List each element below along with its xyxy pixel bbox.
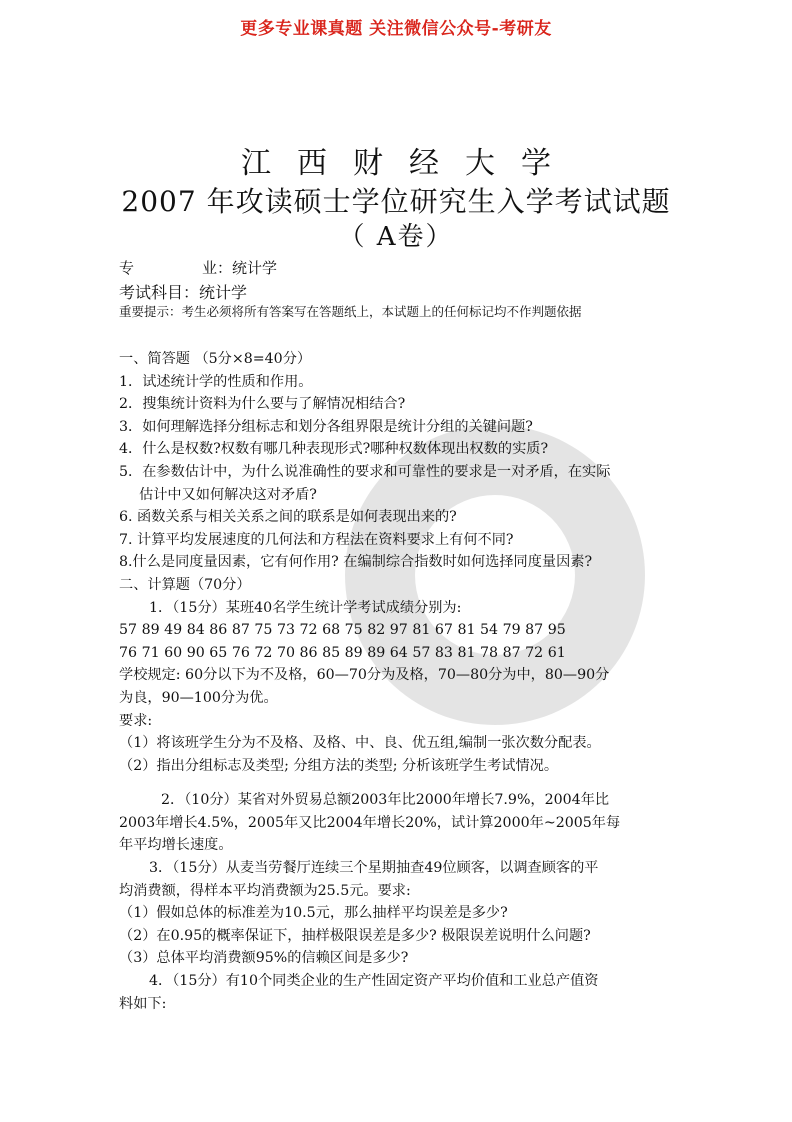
question-7: 7. 计算平均发展速度的几何法和方程法在资料要求上有何不同? (119, 531, 514, 548)
paper-label: （ A卷） (338, 222, 454, 252)
major-value: 统计学 (232, 259, 278, 277)
notice-line: 重要提示：考生必须将所有答案写在答题纸上，本试题上的任何标记均不作判题依据 (119, 304, 582, 319)
question-1: 1．试述统计学的性质和作用。 (119, 373, 313, 390)
exam-body (119, 348, 679, 1015)
problem-1-intro: 1．（15分）某班40名学生统计学考试成绩分别为: (149, 599, 462, 616)
problem-2-cont-2: 年平均增长速度。 (119, 837, 233, 854)
exam-title: 2007 年攻读硕士学位研究生入学考试试题 (121, 185, 671, 218)
problem-1-data-row-1: 57 89 49 84 86 87 75 73 72 68 75 82 97 81 67 81 54 79 87 95 (119, 622, 566, 639)
problem-3-req-1: （1）假如总体的标准差为10.5元，那么抽样平均误差是多少? (119, 905, 508, 922)
question-6: 6. 函数关系与相关关系之间的联系是如何表现出来的? (119, 509, 457, 526)
problem-1-requirements: 要求: (119, 712, 153, 729)
question-5-cont: 估计中又如何解决这对矛盾? (139, 486, 317, 503)
section-1-heading: 一、简答题 （5分×8=40分） (119, 351, 312, 367)
school-name: 江西财经大学 (241, 146, 577, 181)
question-8: 8.什么是同度量因素，它有何作用? 在编制综合指数时如何选择同度量因素? (119, 554, 593, 571)
problem-3-req-3: （3）总体平均消费额95%的信赖区间是多少? (119, 950, 409, 967)
problem-1-req-2: （2）指出分组标志及类型; 分组方法的类型; 分析该班学生考试情况。 (119, 757, 559, 774)
problem-2: 2．（10分）某省对外贸易总额2003年比2000年增长7.9%，2004年比 (161, 792, 610, 809)
problem-1-req-1: （1）将该班学生分为不及格、及格、中、良、优五组,编制一张次数分配表。 (119, 735, 601, 752)
question-3: 3．如何理解选择分组标志和划分各组界限是统计分组的关键问题? (119, 418, 533, 435)
problem-1-data-row-2: 76 71 60 90 65 76 72 70 86 85 89 89 64 57 83 81 78 87 72 61 (119, 644, 566, 661)
section-2-heading: 二、计算题（70分） (119, 576, 251, 593)
subject-line: 考试科目：统计学 (119, 283, 248, 302)
problem-1-rule: 学校规定: 60分以下为不及格，60—70分为及格，70—80分为中，80—90分 (119, 667, 610, 684)
question-4: 4．什么是权数?权数有哪几种表现形式?哪种权数体现出权数的实质? (119, 441, 549, 458)
problem-2-cont: 2003年增长4.5%，2005年又比2004年增长20%，试计算2000年~2005年每 (119, 814, 621, 831)
problem-4: 4．（15分）有10个同类企业的生产性固定资产平均价值和工业总产值资 (149, 973, 599, 990)
problem-3: 3．（15分）从麦当劳餐厅连续三个星期抽查49位顾客，以调查顾客的平 (149, 860, 599, 877)
problem-3-cont: 均消费额，得样本平均消费额为25.5元。要求: (119, 882, 411, 899)
problem-4-cont: 料如下: (119, 995, 167, 1012)
problem-3-req-2: （2）在0.95的概率保证下，抽样极限误差是多少? 极限误差说明什么问题? (119, 927, 591, 944)
promo-banner: 更多专业课真题 关注微信公众号-考研友 (240, 19, 552, 39)
question-2: 2．搜集统计资料为什么要与了解情况相结合? (119, 396, 406, 413)
major-line (119, 257, 277, 278)
major-label: 专 (119, 259, 135, 277)
problem-1-rule-cont: 为良，90—100分为优。 (119, 689, 278, 706)
question-5: 5．在参数估计中，为什么说准确性的要求和可靠性的要求是一对矛盾，在实际 (119, 463, 611, 480)
major-label-2: 业： (202, 259, 233, 277)
